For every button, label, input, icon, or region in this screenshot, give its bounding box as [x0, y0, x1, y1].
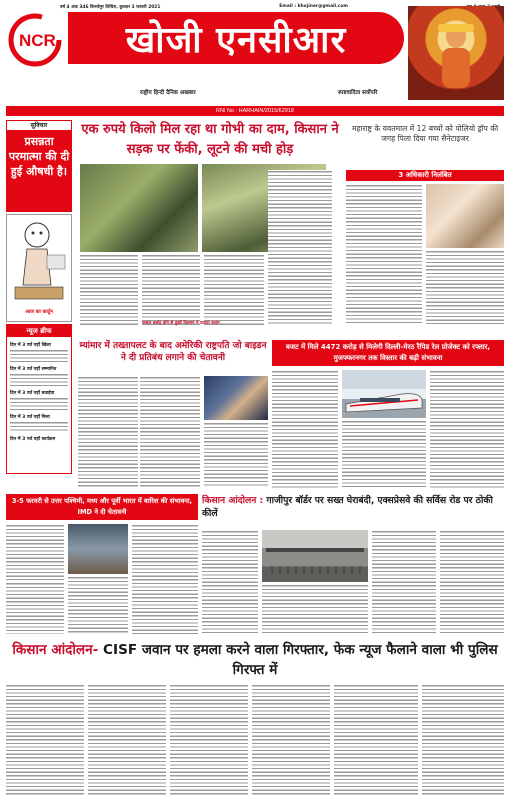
suvichar-box [6, 120, 72, 212]
weather-column-3 [68, 576, 128, 634]
metro-train-photo [342, 370, 426, 418]
brief-item: दिन में 3 पर्व यहाँ सम्मानित [10, 367, 57, 372]
myanmar-column-1 [78, 376, 138, 488]
weather-column-4 [132, 524, 198, 634]
rni-bar [6, 106, 504, 116]
bottom-column-4 [252, 684, 330, 796]
myanmar-headline-text: म्यांमार में तख्तापलट के बाद अमेरिकी राष्ट्रपति जो बाइडन ने दी प्रतिबंध लगाने की चेतावनी [79, 341, 267, 363]
brief-item: दिन में 3 पर्व यहाँ कार्यक्रम [10, 437, 56, 442]
weather-column-2 [6, 582, 64, 634]
logo [6, 10, 68, 68]
budget-headline-bar [272, 340, 504, 366]
tagline-left: राष्ट्रीय हिन्दी दैनिक अखबार [140, 90, 196, 96]
budget-column-1 [272, 370, 338, 488]
svg-text:NCR: NCR [19, 31, 56, 50]
right-sub-bar: 3 अधिकारी निलंबित [346, 170, 504, 181]
lead-headline: एक रुपये किलो मिल रहा था गोभी का दाम, किसान ने सड़क पर फेंकी, लूटने की मची होड़ [81, 122, 339, 157]
deity-image [408, 6, 504, 100]
suvichar-text: प्रसन्नता परमात्मा की दी हुई औषधी है। [7, 130, 71, 211]
bottom-column-5 [334, 684, 418, 796]
myanmar-column-3 [204, 422, 268, 488]
ghazipur-column-2 [262, 584, 368, 634]
ghazipur-photo [262, 530, 368, 582]
brief-item: दिन में 3 पर्व यहाँ बधाईया [10, 391, 55, 396]
weather-headline: 3-5 फरवरी से उत्तर पश्चिमी, मध्य और पूर्वी भारत में बारिश की संभावना, IMD ने दी चेतावनी [11, 497, 193, 516]
dateline: वर्ष 4 अंक 346 बिनजेमुर लिधिरा, बुधवार 3 फरवरी 2021 [60, 5, 161, 10]
suvichar-label: सुविचार [7, 121, 71, 130]
lead-photo-1 [80, 164, 198, 252]
cartoon-label: आज का कार्टून [25, 309, 53, 315]
bottom-column-6 [422, 684, 504, 796]
ghazipur-tag: किसान आंदोलन : [202, 495, 264, 506]
brief-item: दिन में 3 पर्व यहाँ मिला [10, 415, 50, 420]
right-headline: महाराष्ट्र के यवतमाल में 12 बच्चों को पोलियो ड्रॉप की जगह पिला दिया गया सैनेटाइजर [351, 124, 499, 144]
news-brief-box [6, 324, 72, 474]
budget-column-3 [430, 370, 504, 488]
weather-photo [68, 524, 128, 574]
right-column-2 [426, 250, 504, 324]
ghazipur-column-1 [202, 530, 258, 634]
cartoon-box [6, 214, 72, 322]
brief-item: दिन में 3 पर्व यहाँ खिला [10, 343, 51, 348]
lead-column-2 [142, 254, 200, 326]
bottom-headline-tag: किसान आंदोलन- [12, 642, 99, 658]
ghazipur-headline [202, 494, 504, 526]
bottom-headline-text: CISF जवान पर हमला करने वाला गिरफ्तार, फेक न्यूज फैलाने वाला भी पुलिस गिरफ्त में [103, 642, 498, 678]
polio-photo [426, 184, 504, 248]
email: Email : khojiner@gmail.com [279, 4, 348, 9]
bottom-column-2 [88, 684, 166, 796]
right-column-1 [346, 184, 422, 324]
ghazipur-column-4 [440, 530, 504, 634]
budget-headline: बजट में मिले 4472 करोड़ से मिलेगी दिल्ली-मेरठ रैपिड रेल प्रोजेक्ट को रफ्तार, मुजफ्फरनगर तक विस्तार की बढ़ी संभावना [285, 343, 491, 362]
myanmar-column-2 [140, 376, 200, 488]
lead-subheadline: फसल बर्बाद होने से दुखी किसान ने उठाया कदम [142, 321, 220, 326]
paper-title: खोजी एनसीआर [125, 19, 347, 61]
budget-column-2 [342, 420, 426, 488]
weather-column-1 [6, 524, 64, 580]
news-brief-label: न्यूज ब्रीफ [7, 325, 71, 337]
ghazipur-column-3 [372, 530, 436, 634]
bottom-headline [6, 640, 504, 680]
lead-column-1 [80, 254, 138, 326]
bottom-column-1 [6, 684, 84, 796]
lead-column-3 [204, 254, 264, 326]
biden-photo [204, 376, 268, 420]
myanmar-headline [78, 340, 268, 374]
bottom-column-3 [170, 684, 248, 796]
tagline-right: स्पष्टवादिता सर्वोपरि [338, 90, 378, 96]
ghazipur-headline-text: गाजीपुर बॉर्डर पर सख्त घेराबंदी, एक्सप्रेसवे की सर्विस रोड पर ठोकी कीलें [202, 495, 493, 519]
lead-column-4 [268, 170, 332, 326]
rni-number: RNI No : HARHAIN/2015/62918 [216, 108, 294, 114]
masthead-title [68, 12, 404, 64]
weather-headline-bar [6, 494, 198, 520]
